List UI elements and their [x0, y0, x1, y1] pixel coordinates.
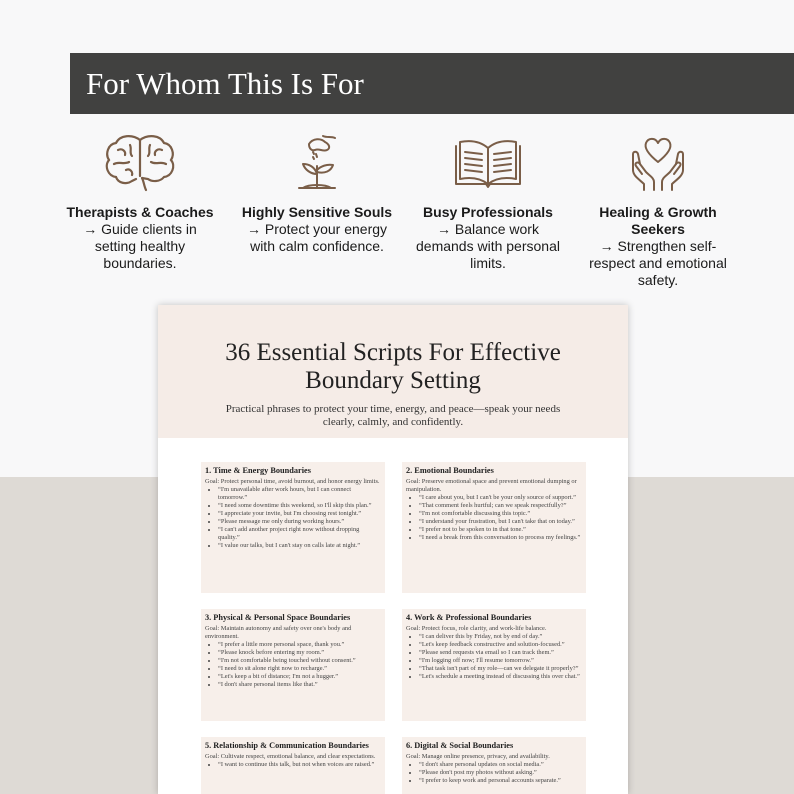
script-item: • “I can deliver this by Friday, not by end of day.”: [419, 633, 582, 641]
document-title: 36 Essential Scripts For Effective Boundary Setting: [225, 339, 561, 394]
script-item: • “I understand your frustration, but I can't take that on today.”: [419, 518, 582, 526]
section-emotional: [402, 462, 586, 593]
seedling-hand-icon: [279, 132, 355, 192]
heart-hands-icon: [620, 132, 696, 192]
script-item: • “Please knock before entering my room.”: [218, 649, 381, 657]
section-goal: Goal: Protect focus, role clarity, and work-life balance.: [406, 625, 547, 632]
script-list: [406, 633, 582, 681]
audience-title: Busy Professionals: [423, 204, 553, 220]
script-item: • “Please don't post my photos without asking.”: [419, 769, 582, 777]
page-title-bar: [70, 53, 794, 114]
section-title: 6. Digital & Social Boundaries: [406, 741, 514, 750]
audience-busy-professionals: [403, 132, 573, 272]
script-item: • “I appreciate your invite, but I'm choosing rest tonight.”: [218, 510, 381, 518]
section-work-professional: [402, 609, 586, 721]
audience-title: Therapists & Coaches: [66, 204, 214, 220]
script-item: • “Please message me only during working hours.”: [218, 518, 381, 526]
script-item: • “I need to sit alone right now to recharge.”: [218, 665, 381, 673]
script-item: • “I prefer a little more personal space, thank you.”: [218, 641, 381, 649]
script-item: • “I prefer not to be spoken to in that tone.”: [419, 526, 582, 534]
script-item: • “I don't share personal updates on social media.”: [419, 761, 582, 769]
audience-title: Healing & Growth Seekers: [599, 204, 717, 237]
section-relationship-communication: [201, 737, 385, 794]
section-title: 3. Physical & Personal Space Boundaries: [205, 613, 351, 622]
document-subtitle: Practical phrases to protect your time, energy, and peace—speak your needs clearly, calmly, and confidently.: [225, 403, 561, 428]
script-item: • “Let's keep feedback constructive and solution-focused.”: [419, 641, 582, 649]
audience-healing-seekers: [573, 132, 743, 289]
script-item: • “That task isn't part of my role—can we delegate it properly?”: [419, 665, 582, 673]
section-title: 1. Time & Energy Boundaries: [205, 466, 311, 475]
audience-description: → Balance work demands with personal limits.: [416, 221, 560, 271]
section-title: 5. Relationship & Communication Boundaries: [205, 741, 369, 750]
script-list: [205, 486, 381, 550]
section-goal: Goal: Cultivate respect, emotional balance, and clear expectations.: [205, 753, 376, 760]
script-item: • “Let's schedule a meeting instead of discussing this over chat.”: [419, 673, 582, 681]
script-item: • “I prefer to keep work and personal accounts separate.”: [419, 777, 582, 785]
audience-description: → Guide clients in setting healthy boundaries.: [83, 221, 197, 271]
section-time-energy: [201, 462, 385, 593]
script-item: • “I don't share personal items like that.”: [218, 681, 381, 689]
page-title: For Whom This Is For: [86, 66, 364, 101]
script-item: • “I'm unavailable after work hours, but I can connect tomorrow.”: [218, 486, 381, 502]
script-item: • “I need a break from this conversation to process my feelings.”: [419, 534, 582, 542]
audience-therapists: [55, 132, 225, 272]
section-goal: Goal: Manage online presence, privacy, and availability.: [406, 753, 550, 760]
script-item: • “I'm not comfortable discussing this topic.”: [419, 510, 582, 518]
script-item: • “I value our talks, but I can't stay on calls late at night.”: [218, 542, 381, 550]
script-item: • “I'm logging off now; I'll resume tomorrow.”: [419, 657, 582, 665]
audience-description: → Protect your energy with calm confidence.: [246, 221, 388, 254]
script-item: • “I'm not comfortable being touched without consent.”: [218, 657, 381, 665]
audience-sensitive-souls: [232, 132, 402, 255]
script-item: • “That comment feels hurtful; can we speak respectfully?”: [419, 502, 582, 510]
script-list: [406, 761, 582, 785]
open-book-icon: [450, 132, 526, 192]
script-list: [406, 494, 582, 542]
section-title: 2. Emotional Boundaries: [406, 466, 494, 475]
section-physical-space: [201, 609, 385, 721]
section-digital-social: [402, 737, 586, 794]
script-item: • “I can't add another project right now without dropping quality.”: [218, 526, 381, 542]
script-list: [205, 641, 381, 689]
section-goal: Goal: Protect personal time, avoid burnout, and honor energy limits.: [205, 478, 380, 485]
script-item: • “I want to continue this talk, but not when voices are raised.”: [218, 761, 381, 769]
audience-title: Highly Sensitive Souls: [241, 204, 393, 220]
script-item: • “I care about you, but I can't be your only source of support.”: [419, 494, 582, 502]
script-item: • “I need some downtime this weekend, so I'll skip this plan.”: [218, 502, 381, 510]
section-goal: Goal: Maintain autonomy and safety over one's body and environment.: [205, 625, 352, 640]
brain-icon: [102, 132, 178, 192]
script-list: [205, 761, 381, 769]
section-goal: Goal: Preserve emotional space and prevent emotional dumping or manipulation.: [406, 478, 577, 493]
document-preview: [158, 305, 628, 794]
audience-description: → Strengthen self-respect and emotional safety.: [589, 238, 727, 288]
script-item: • “Please send requests via email so I can track them.”: [419, 649, 582, 657]
section-title: 4. Work & Professional Boundaries: [406, 613, 532, 622]
script-item: • “Let's keep a bit of distance; I'm not a hugger.”: [218, 673, 381, 681]
